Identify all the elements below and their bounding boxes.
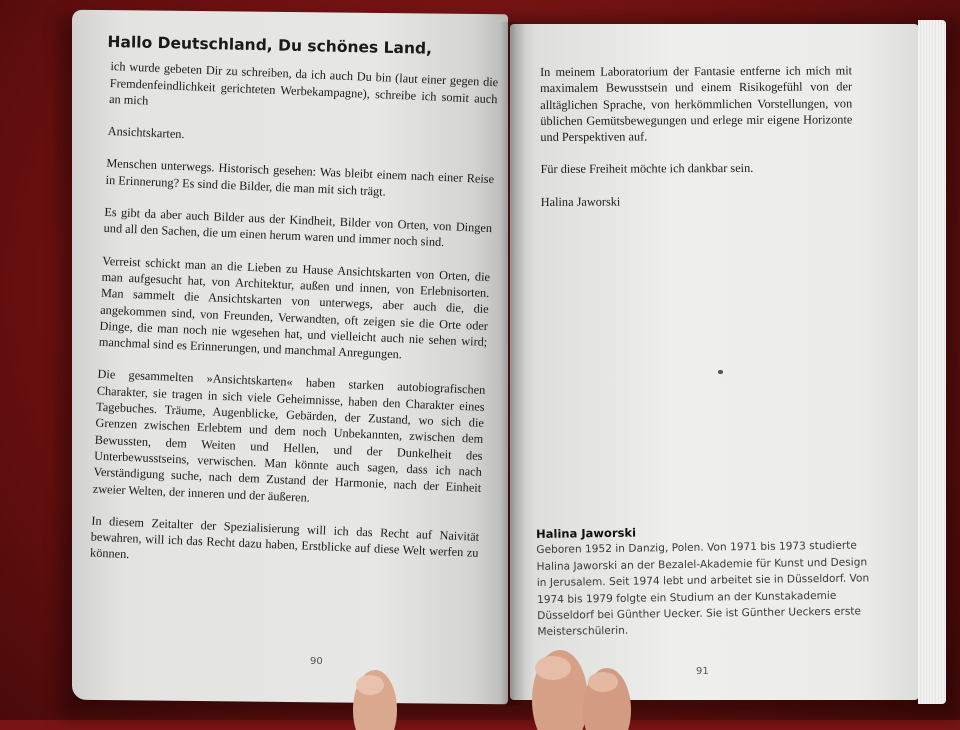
paragraph: ich wurde gebeten Dir zu schreiben, da ich auch Du bin (laut einer gegen die Fremdenfeindlichkeit gerichteten Werbekampagne), schreibe ich somit auch an mich <box>108 59 499 108</box>
paragraph: Ansichtskarten. <box>107 124 185 142</box>
paragraph: In meinem Laboratorium der Fantasie entferne ich mich mit maximalem Bewusstsein und einem Risikogefühl von der alltäglichen Sprache, von herkömmlichen Vorstellungen, von üblichen Gemütsbewegungen und erlege mir eigene Horizonte und Perspektiven auf. <box>540 63 853 145</box>
hand-fingers <box>345 640 645 730</box>
paragraph: Menschen unterwegs. Historisch gesehen: Was bleibt einem nach einer Reise in Erinnerung? Es sind die Bilder, die man mit sich trägt. <box>105 156 495 199</box>
paper-speck <box>718 370 723 374</box>
right-page-text <box>540 62 853 226</box>
page-edges <box>918 20 946 704</box>
paragraph: Es gibt da aber auch Bilder aus der Kindheit, Bilder von Orten, von Dingen und all den Sachen, die um einen herum waren und immer noch sind. <box>103 204 493 250</box>
page-number-right: 91 <box>696 666 709 677</box>
paragraph: Für diese Freiheit möchte ich dankbar sein. <box>540 161 754 177</box>
paragraph: Die gesammelten »Ansichtskarten« haben starken autobiografischen Charakter, sie tragen in sich viele Geheimnisse, haben den Charakter eines Tagebuches. Träume, Augenblicke, Gebärden, der Zustand, wo sich die Grenzen zwischen Erlebtem und dem noch Unbekannten, zwischen dem Bewussten, dem Weiten und Hellen, und der Dunkelheit des Unterbewusstseins, verwischen. Man könnte auch sagen, dass ich nach Verständigung suche, nach dem Zustand der Harmonie, nach der Einheit zweier Welten, der inneren und der äußeren. <box>92 367 486 505</box>
bio-text: Geboren 1952 in Danzig, Polen. Von 1971 bis 1973 studierte Halina Jaworski an der Bezalel-Akademie für Kunst und Design in Jerusalem. Seit 1974 lebt und arbeitet sie in Düsseldorf. Von 1974 bis 1979 folgte ein Studium an der Kunstakademie Düsseldorf bei Günther Uecker. Sie ist Günther Ueckers erste Meisterschülerin. <box>536 539 870 639</box>
paragraph: In diesem Zeitalter der Spezialisierung will ich das Recht auf Naivität bewahren, will ich das Recht dazu haben, Erstblicke auf diese Welt werfen zu können. <box>89 513 480 562</box>
book-gutter <box>500 22 526 706</box>
bio-name: Halina Jaworski <box>536 525 637 541</box>
page-number-left: 90 <box>310 656 323 667</box>
page-heading: Hallo Deutschland, Du schönes Land, <box>107 32 433 58</box>
author-bio <box>536 521 872 640</box>
signature: Halina Jaworski <box>540 194 621 209</box>
paragraph: Verreist schickt man an die Lieben zu Hause Ansichtskarten von Orten, die man aufgesucht hat, von Architektur, außen und innen, von Erlebnisorten. Man sammelt die Ansichtskarten von unterwegs, aber auch die, die angekommen sind, von Freunden, Verwandten, oft zeigen sie die Orte oder Dinge, die man noch nie wgesehen hat, und vielleicht auch nie sehen wird; manchmal sind es Erinnerungen, und manchmal Anregungen. <box>98 253 491 362</box>
left-page-text <box>89 30 500 593</box>
